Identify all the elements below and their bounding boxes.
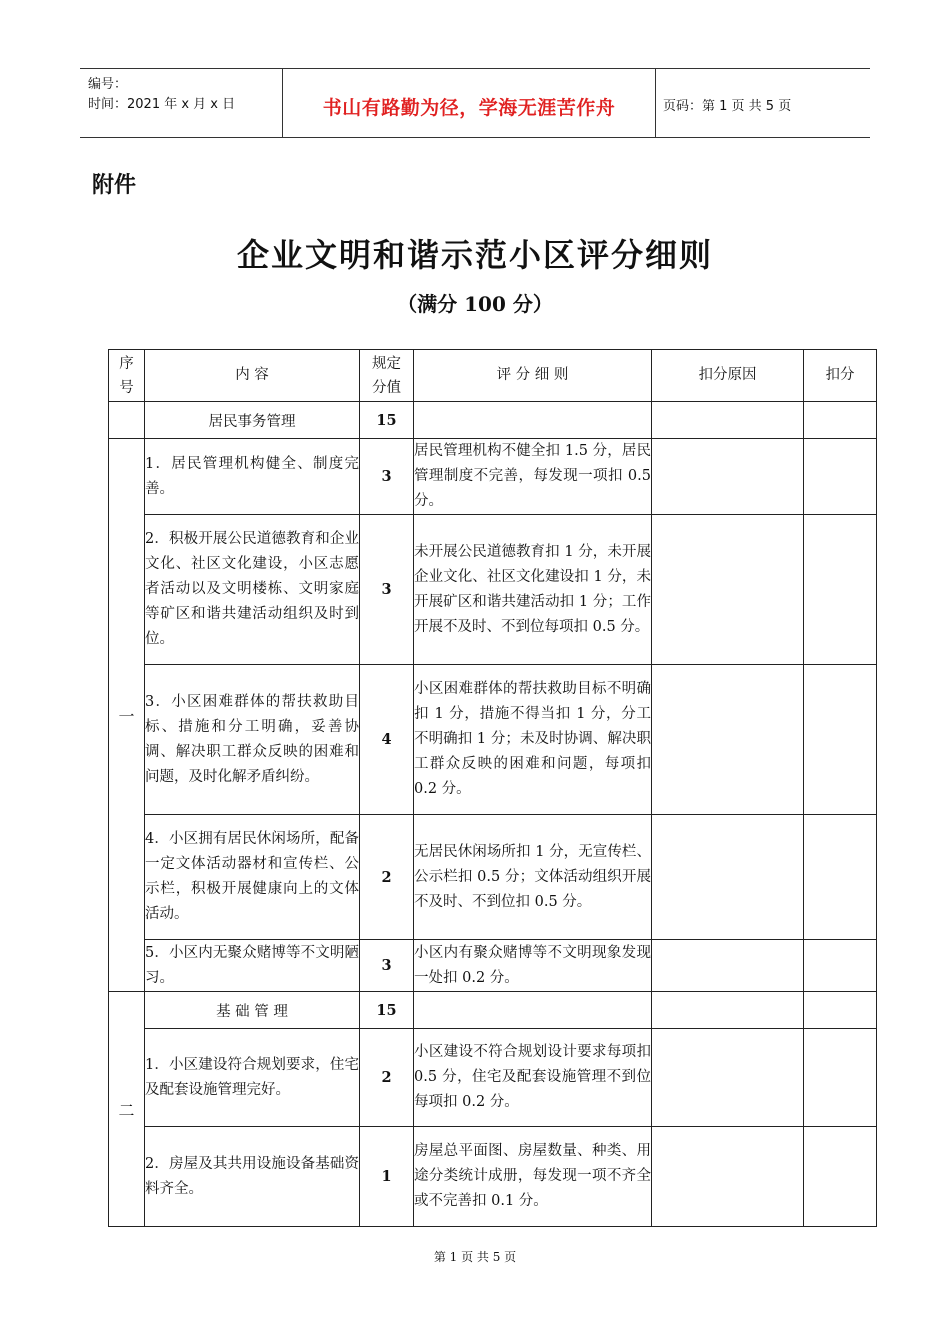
deduct-reason-cell — [652, 992, 804, 1029]
deduct-cell — [804, 515, 877, 665]
page-footer: 第 1 页 共 5 页 — [433, 1250, 517, 1264]
header-meta-cell — [80, 69, 282, 137]
section-score: 15 — [360, 992, 414, 1029]
item-criteria: 居民管理机构不健全扣 1.5 分，居民管理制度不完善，每发现一项扣 0.5 分。 — [414, 439, 652, 515]
item-criteria: 房屋总平面图、房屋数量、种类、用途分类统计成册，每发现一项不齐全或不完善扣 0.1 分。 — [414, 1127, 652, 1227]
header-reason: 扣分原因 — [652, 350, 804, 402]
section-score: 15 — [360, 402, 414, 439]
blank-cell — [414, 402, 652, 439]
deduct-reason-cell — [652, 439, 804, 515]
deduct-reason-cell — [652, 515, 804, 665]
deduct-cell — [804, 402, 877, 439]
document-subtitle: （满分 100 分） — [397, 292, 553, 316]
item-criteria: 小区内有聚众赌博等不文明现象发现一处扣 0.2 分。 — [414, 940, 652, 992]
deduct-reason-cell — [652, 402, 804, 439]
item-score: 3 — [360, 439, 414, 515]
table-row — [109, 1127, 877, 1227]
deduct-reason-cell — [652, 1127, 804, 1227]
section-row — [109, 402, 877, 439]
deduct-reason-cell — [652, 1029, 804, 1127]
header-motto-cell — [282, 69, 656, 137]
table-row — [109, 815, 877, 940]
deduct-cell — [804, 992, 877, 1029]
item-content: 2．积极开展公民道德教育和企业文化、社区文化建设，小区志愿者活动以及文明楼栋、文明家庭等矿区和谐共建活动组织及时到位。 — [145, 515, 360, 665]
deduct-cell — [804, 1127, 877, 1227]
item-content: 1．居民管理机构健全、制度完善。 — [145, 439, 360, 515]
code-label: 编号： — [88, 77, 128, 92]
motto-text: 书山有路勤为径，学海无涯苦作舟 — [322, 97, 616, 119]
table-row — [109, 940, 877, 992]
item-score: 3 — [360, 940, 414, 992]
deduct-cell — [804, 439, 877, 515]
item-content: 5．小区内无聚众赌博等不文明陋习。 — [145, 940, 360, 992]
item-content: 2．房屋及其共用设施设备基础资料齐全。 — [145, 1127, 360, 1227]
deduct-reason-cell — [652, 940, 804, 992]
table-row — [109, 1029, 877, 1127]
deduct-reason-cell — [652, 815, 804, 940]
section-title: 基 础 管 理 — [145, 992, 360, 1029]
header-deduct: 扣分 — [804, 350, 877, 402]
header-score: 规定分值 — [360, 350, 414, 402]
document-title: 企业文明和谐示范小区评分细则 — [236, 236, 713, 274]
header-page-cell — [655, 69, 870, 137]
item-content: 1．小区建设符合规划要求，住宅及配套设施管理完好。 — [145, 1029, 360, 1127]
item-score: 2 — [360, 815, 414, 940]
table-row — [109, 665, 877, 815]
deduct-cell — [804, 1029, 877, 1127]
page-info: 页码：第 1 页 共 5 页 — [663, 99, 792, 114]
date-label: 时间：2021 年 x 月 x 日 — [88, 97, 236, 112]
table-row — [109, 439, 877, 515]
table-header-row — [109, 350, 877, 402]
item-score: 4 — [360, 665, 414, 815]
section-seq: 二 — [109, 992, 145, 1227]
item-content: 4．小区拥有居民休闲场所，配备一定文体活动器材和宣传栏、公示栏，积极开展健康向上的文体活动。 — [145, 815, 360, 940]
item-criteria: 无居民休闲场所扣 1 分，无宣传栏、公示栏扣 0.5 分；文体活动组织开展不及时、不到位扣 0.5 分。 — [414, 815, 652, 940]
item-score: 3 — [360, 515, 414, 665]
item-criteria: 小区建设不符合规划设计要求每项扣 0.5 分，住宅及配套设施管理不到位每项扣 0.2 分。 — [414, 1029, 652, 1127]
deduct-cell — [804, 815, 877, 940]
blank-cell — [414, 992, 652, 1029]
item-criteria: 未开展公民道德教育扣 1 分，未开展企业文化、社区文化建设扣 1 分，未开展矿区和谐共建活动扣 1 分；工作开展不及时、不到位每项扣 0.5 分。 — [414, 515, 652, 665]
deduct-cell — [804, 940, 877, 992]
section-seq: 一 — [109, 439, 145, 992]
document-header — [80, 68, 870, 138]
table-row — [109, 515, 877, 665]
attachment-label: 附件 — [92, 173, 137, 198]
item-criteria: 小区困难群体的帮扶救助目标不明确扣 1 分，措施不得当扣 1 分，分工不明确扣 1 分；未及时协调、解决职工群众反映的困难和问题，每项扣 0.2 分。 — [414, 665, 652, 815]
item-content: 3．小区困难群体的帮扶救助目标、措施和分工明确，妥善协调、解决职工群众反映的困难和问题，及时化解矛盾纠纷。 — [145, 665, 360, 815]
section-row — [109, 992, 877, 1029]
deduct-reason-cell — [652, 665, 804, 815]
deduct-cell — [804, 665, 877, 815]
item-score: 2 — [360, 1029, 414, 1127]
item-score: 1 — [360, 1127, 414, 1227]
section-seq-blank — [109, 402, 145, 439]
header-seq: 序号 — [109, 350, 145, 402]
section-title: 居民事务管理 — [145, 402, 360, 439]
header-content: 内 容 — [145, 350, 360, 402]
header-criteria: 评 分 细 则 — [414, 350, 652, 402]
scoring-table — [108, 349, 877, 1227]
